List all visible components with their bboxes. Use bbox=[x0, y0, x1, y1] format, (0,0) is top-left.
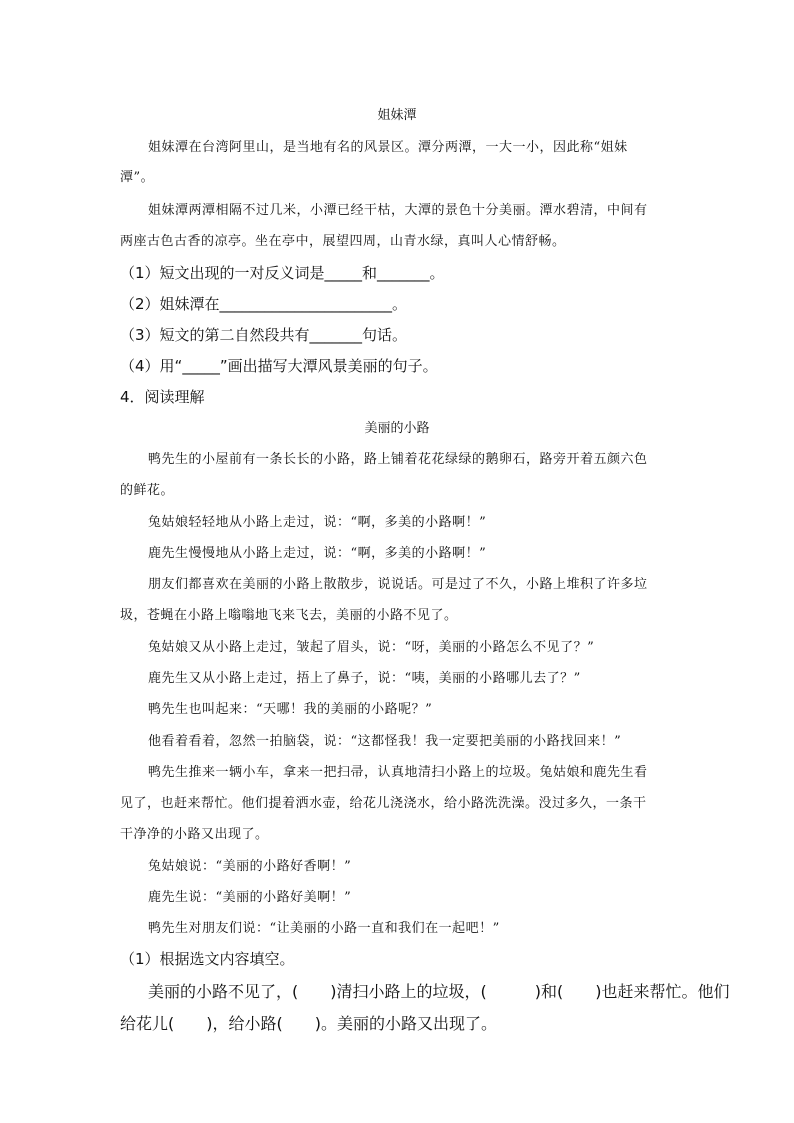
passage-line: 鸭先生推来一辆小车，拿来一把扫帚，认真地清扫小路上的垃圾。兔姑娘和鹿先生看 bbox=[148, 765, 648, 780]
passage-line: 鹿先生又从小路上走过，捂上了鼻子，说：“咦，美丽的小路哪儿去了？” bbox=[148, 671, 581, 686]
passage-line: 他看着看着，忽然一拍脑袋，说：“这都怪我！我一定要把美丽的小路找回来！” bbox=[148, 734, 622, 749]
passage-line: 两座古色古香的凉亭。坐在亭中，展望四周，山青水绿，真叫人心情舒畅。 bbox=[120, 234, 566, 249]
passage-line: 兔姑娘又从小路上走过，皱起了眉头，说：“呀，美丽的小路怎么不见了？” bbox=[148, 640, 595, 655]
passage-line: 鸭先生也叫起来：“天哪！我的美丽的小路呢？” bbox=[148, 702, 433, 717]
question-1: （1）短文出现的一对反义词是_____和_______。 bbox=[120, 264, 445, 282]
passage-line: 鸭先生的小屋前有一条长长的小路，路上铺着花花绿绿的鹅卵石，路旁开着五颜六色 bbox=[148, 452, 648, 467]
passage-line: 见了，也赶来帮忙。他们提着洒水壶，给花儿浇浇水，给小路洗洗澡。没过多久，一条干 bbox=[120, 796, 647, 811]
passage-title: 美丽的小路 bbox=[364, 421, 430, 436]
passage-line: 鸭先生对朋友们说：“让美丽的小路一直和我们在一起吧！” bbox=[148, 921, 500, 936]
question-2: （2）姐妹潭在_______________________。 bbox=[120, 295, 408, 313]
question-3: （3）短文的第二自然段共有_______句话。 bbox=[120, 326, 408, 344]
passage-line: 姐妹潭两潭相隔不过几米，小潭已经干枯，大潭的景色十分美丽。潭水碧清，中间有 bbox=[148, 203, 648, 218]
passage-title: 姐妹潭 bbox=[377, 108, 417, 123]
passage-line: 的鲜花。 bbox=[120, 483, 175, 498]
question-4: （4）用“_____”画出描写大潭风景美丽的句子。 bbox=[120, 357, 438, 375]
passage-line: 鹿先生慢慢地从小路上走过，说：“啊，多美的小路啊！” bbox=[148, 546, 487, 561]
fill-in-line: 给花儿( )，给小路( )。美丽的小路又出现了。 bbox=[120, 1014, 497, 1033]
passage-line: 干净净的小路又出现了。 bbox=[120, 827, 269, 842]
passage-line: 兔姑娘说：“美丽的小路好香啊！” bbox=[148, 859, 352, 874]
passage-line: 鹿先生说：“美丽的小路好美啊！” bbox=[148, 890, 352, 905]
section-heading: 4．阅读理解 bbox=[120, 388, 205, 406]
question-1: （1）根据选文内容填空。 bbox=[120, 950, 295, 968]
passage-line: 朋友们都喜欢在美丽的小路上散散步，说说话。可是过了不久，小路上堆积了许多垃 bbox=[148, 577, 648, 592]
passage-line: 圾，苍蝇在小路上嗡嗡地飞来飞去，美丽的小路不见了。 bbox=[120, 608, 458, 623]
passage-line: 潭”。 bbox=[120, 170, 155, 185]
passage-line: 姐妹潭在台湾阿里山，是当地有名的风景区。潭分两潭，一大一小，因此称“姐妹 bbox=[148, 140, 628, 155]
fill-in-line: 美丽的小路不见了，( )清扫小路上的垃圾，( )和( )也赶来帮忙。他们 bbox=[148, 982, 730, 1001]
passage-line: 兔姑娘轻轻地从小路上走过，说：“啊，多美的小路啊！” bbox=[148, 515, 487, 530]
